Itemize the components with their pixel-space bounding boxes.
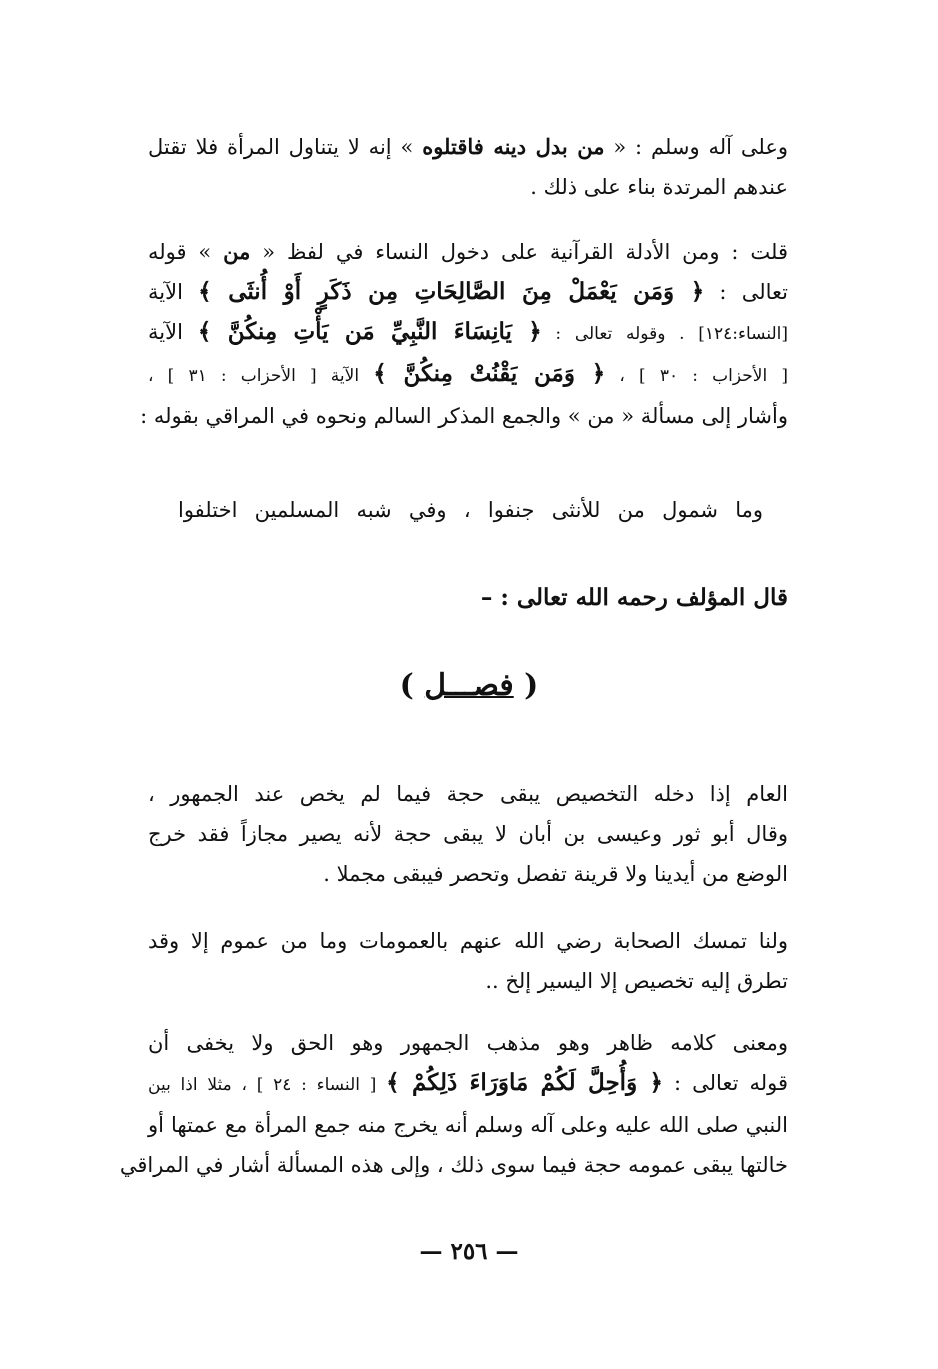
keyword: من (223, 239, 251, 264)
quran-verse: ﴿ يَانِسَاءَ النَّبِيِّ مَن يَأْتِ مِنكُنَّ ﴾ (197, 318, 542, 345)
text-line (148, 1063, 788, 1105)
quran-verse: ﴿ وَأُحِلَّ لَكُمْ مَاوَرَاءَ ذَلِكُمْ ﴾ (386, 1069, 664, 1096)
text-line: وقال أبو ثور وعيسى بن أبان لا يبقى حجة لأنه يصير مجازاً فقد خرج (148, 822, 788, 846)
text-line: النبي صلى الله عليه وعلى آله وسلم أنه يخرج منه جمع المرأة مع عمتها أو (148, 1113, 788, 1137)
text-line (148, 354, 788, 396)
quran-verse: ﴿ وَمَن يَقْنُتْ مِنكُنَّ ﴾ (373, 360, 606, 387)
section-title-word: فصـــل (424, 668, 514, 703)
text-line: عندهم المرتدة بناء على ذلك . (530, 175, 788, 199)
text-run: الآية (148, 320, 198, 344)
text-line: خالتها يبقى عمومه حجة فيما سوى ذلك ، وإلى هذه المسألة أشار في المراقي (119, 1153, 788, 1177)
text-run: وعلى آله وسلم : « (604, 135, 788, 159)
section-title (0, 668, 938, 703)
text-line: تطرق إليه تخصيص إلا اليسير إلخ .. (485, 969, 788, 993)
text-run: [ الأحزاب : ٣٠ ] ، (605, 366, 788, 386)
text-run: الآية [ الأحزاب : ٣١ ] ، (148, 366, 374, 386)
text-line: ولنا تمسك الصحابة رضي الله عنهم بالعمومات وما من عموم إلا وقد (148, 929, 788, 953)
text-run: الآية (148, 280, 199, 304)
text-run: قوله تعالى : (663, 1071, 788, 1095)
top-paragraph (148, 127, 788, 207)
hadith-quote: من بدل دينه فاقتلوه (422, 134, 605, 159)
text-run: » إنه لا يتناول المرأة فلا تقتل (148, 135, 423, 159)
text-run: [النساء:١٢٤] . وقوله تعالى : (541, 324, 789, 344)
bracket: ) (399, 668, 425, 703)
text-line: العام إذا دخله التخصيص يبقى حجة فيما لم يخص عند الجمهور ، (148, 782, 788, 806)
quran-verse: ﴿ وَمَن يَعْمَلْ مِنَ الصَّالِحَاتِ مِن ذَكَرٍ أَوْ أُنثَى ﴾ (198, 278, 705, 305)
page-number: — ٢٥٦ — (419, 1238, 519, 1265)
text-line: وأشار إلى مسألة « من » والجمع المذكر السالم ونحوه في المراقي بقوله : (140, 404, 788, 428)
explanation-paragraph (119, 1023, 788, 1185)
text-line (148, 272, 788, 312)
text-run: قلت : ومن الأدلة القرآنية على دخول النساء في لفظ « (250, 240, 788, 264)
text-line (148, 127, 788, 167)
author-heading: قال المؤلف رحمه الله تعالى : – (480, 584, 788, 611)
text-line (148, 312, 788, 354)
quranic-evidence-paragraph (140, 232, 789, 436)
text-line: الوضع من أيدينا ولا قرينة تفصل وتحصر فيبقى مجملا . (323, 862, 788, 886)
companions-paragraph (148, 921, 788, 1001)
bracket: ( (513, 668, 539, 703)
specification-paragraph (148, 774, 788, 894)
text-run: تعالى : (704, 280, 788, 304)
text-line: ومعنى كلامه ظاهر وهو مذهب الجمهور وهو الحق ولا يخفى أن (148, 1031, 788, 1055)
text-run: » قوله (148, 240, 224, 264)
poem-verse: وما شمول من للأنثى جنفوا ، وفي شبه المسلمين اختلفوا (178, 498, 763, 522)
text-run: [ النساء : ٢٤ ] ، مثلا اذا بين (148, 1075, 387, 1095)
text-line (148, 232, 788, 272)
